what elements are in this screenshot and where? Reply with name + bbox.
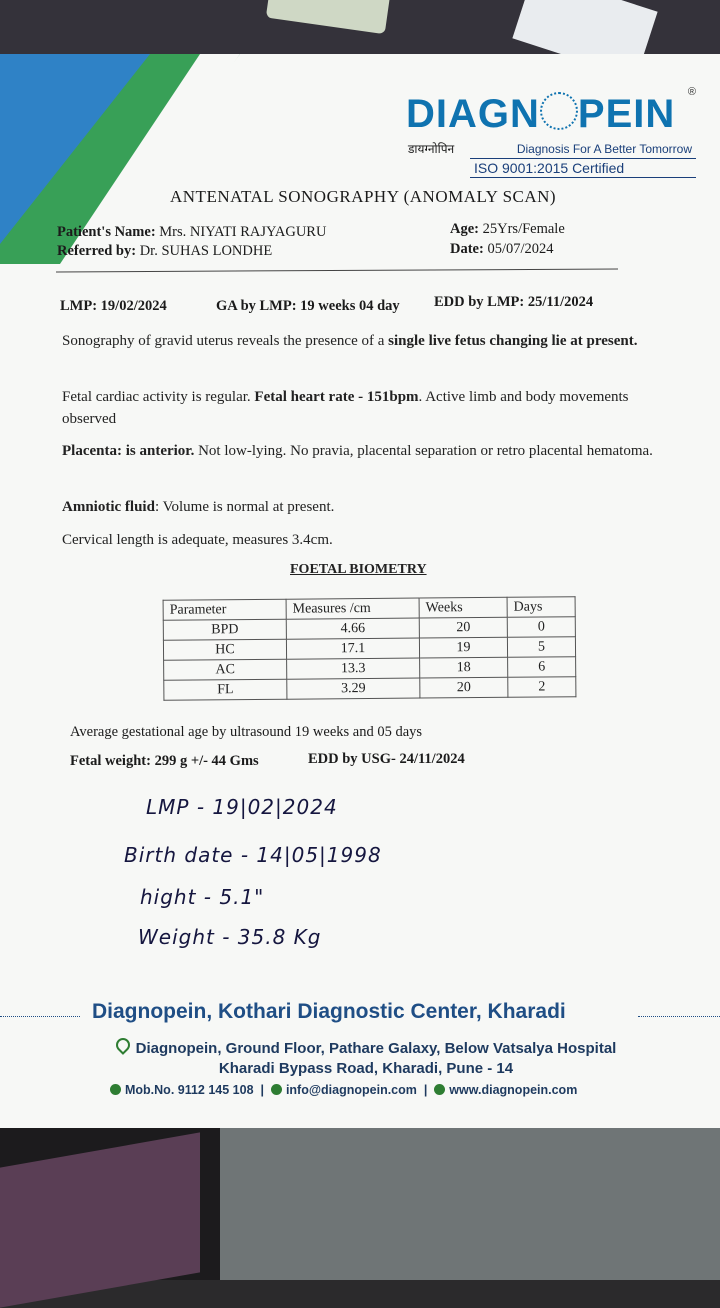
cell: BPD <box>163 619 286 640</box>
logo-wordmark: DIAGN PEIN <box>406 92 676 136</box>
header-parameter: Parameter <box>163 599 286 620</box>
cell: 5 <box>507 637 575 658</box>
separator: | <box>260 1083 264 1097</box>
logo-globe-icon <box>540 92 578 130</box>
cell: 20 <box>419 617 507 638</box>
finding-cardiac: Fetal cardiac activity is regular. Fetal heart rate - 151bpm. Active limb and body movements observed <box>62 389 629 427</box>
email-icon <box>271 1084 282 1095</box>
registered-mark: ® <box>687 86 696 98</box>
footer-center-name: Diagnopein, Kothari Diagnostic Center, Kharadi <box>92 1000 566 1023</box>
floor-surface <box>220 1128 720 1280</box>
mobile-number: Mob.No. 9112 145 108 <box>125 1083 254 1097</box>
logo-hindi: डायग्नोपिन <box>408 142 455 156</box>
cell: 13.3 <box>287 658 420 679</box>
finding-fetus: Sonography of gravid uterus reveals the presence of a single live fetus changing lie at present. <box>62 333 638 349</box>
separator: | <box>423 1083 428 1097</box>
email: info@diagnopein.com <box>285 1083 417 1097</box>
biometry-title: FOETAL BIOMETRY <box>290 562 427 577</box>
header-days: Days <box>507 597 575 618</box>
handwritten-birth-date: Birth date - 14|05|1998 <box>124 843 382 867</box>
logo-tagline: Diagnosis For A Better Tomorrow <box>516 142 692 156</box>
footer-dotted-line-right <box>638 1016 720 1017</box>
edd-by-lmp: EDD by LMP: 25/11/2024 <box>434 294 594 310</box>
cell: 18 <box>420 657 508 678</box>
cell: 17.1 <box>286 638 419 659</box>
divider <box>470 158 696 159</box>
phone-icon <box>110 1084 121 1095</box>
handwritten-lmp: LMP - 19|02|2024 <box>146 795 338 819</box>
address-line-1: Diagnopein, Ground Floor, Pathare Galaxy, Below Vatsalya Hospital <box>86 1038 646 1059</box>
biometry-table <box>163 596 577 701</box>
cell: 3.29 <box>287 678 420 699</box>
handwritten-weight: Weight - 35.8 Kg <box>138 925 322 949</box>
cell: HC <box>163 639 286 660</box>
fetal-weight: Fetal weight: 299 g +/- 44 Gms <box>70 753 259 769</box>
cell: 19 <box>419 637 507 658</box>
cell: 4.66 <box>286 618 419 639</box>
header-measures: Measures /cm <box>286 598 419 619</box>
footer-contact <box>110 1083 577 1097</box>
divider <box>470 177 696 178</box>
website: www.diagnopein.com <box>449 1083 578 1097</box>
table-row <box>164 677 576 701</box>
cell: AC <box>164 659 287 680</box>
finding-cervix: Cervical length is adequate, measures 3.4cm. <box>62 532 333 548</box>
location-pin-icon <box>113 1035 133 1055</box>
footer-address <box>86 1038 646 1079</box>
report-title: ANTENATAL SONOGRAPHY (ANOMALY SCAN) <box>170 187 557 206</box>
logo <box>406 86 696 182</box>
referred-by: Referred by: Dr. SUHAS LONDHE <box>57 243 273 259</box>
cell: 20 <box>420 677 508 698</box>
patient-name: Patient's Name: Mrs. NIYATI RAJYAGURU <box>57 224 327 240</box>
lmp: LMP: 19/02/2024 <box>60 298 167 314</box>
report-paper <box>0 54 720 1128</box>
cell: FL <box>164 679 287 700</box>
cell: 2 <box>508 677 576 698</box>
cell: 6 <box>508 657 576 678</box>
average-ga: Average gestational age by ultrasound 19 weeks and 05 days <box>70 724 423 740</box>
report-date: Date: 05/07/2024 <box>450 241 554 257</box>
header-weeks: Weeks <box>419 597 507 618</box>
ga-by-lmp: GA by LMP: 19 weeks 04 day <box>216 298 400 314</box>
handwritten-height: hight - 5.1" <box>140 885 265 909</box>
patient-age: Age: 25Yrs/Female <box>450 221 565 237</box>
globe-icon <box>434 1084 445 1095</box>
footer-dotted-line-left <box>0 1016 80 1017</box>
address-line-2: Kharadi Bypass Road, Kharadi, Pune - 14 <box>218 1060 514 1077</box>
cell: 0 <box>507 617 575 638</box>
finding-amniotic: Amniotic fluid: Volume is normal at present. <box>62 499 335 515</box>
edd-by-usg: EDD by USG- 24/11/2024 <box>308 751 465 767</box>
iso-certification: ISO 9001:2015 Certified <box>474 160 625 176</box>
finding-placenta: Placenta: is anterior. Not low-lying. No pravia, placental separation or retro placental hematoma. <box>62 443 653 459</box>
